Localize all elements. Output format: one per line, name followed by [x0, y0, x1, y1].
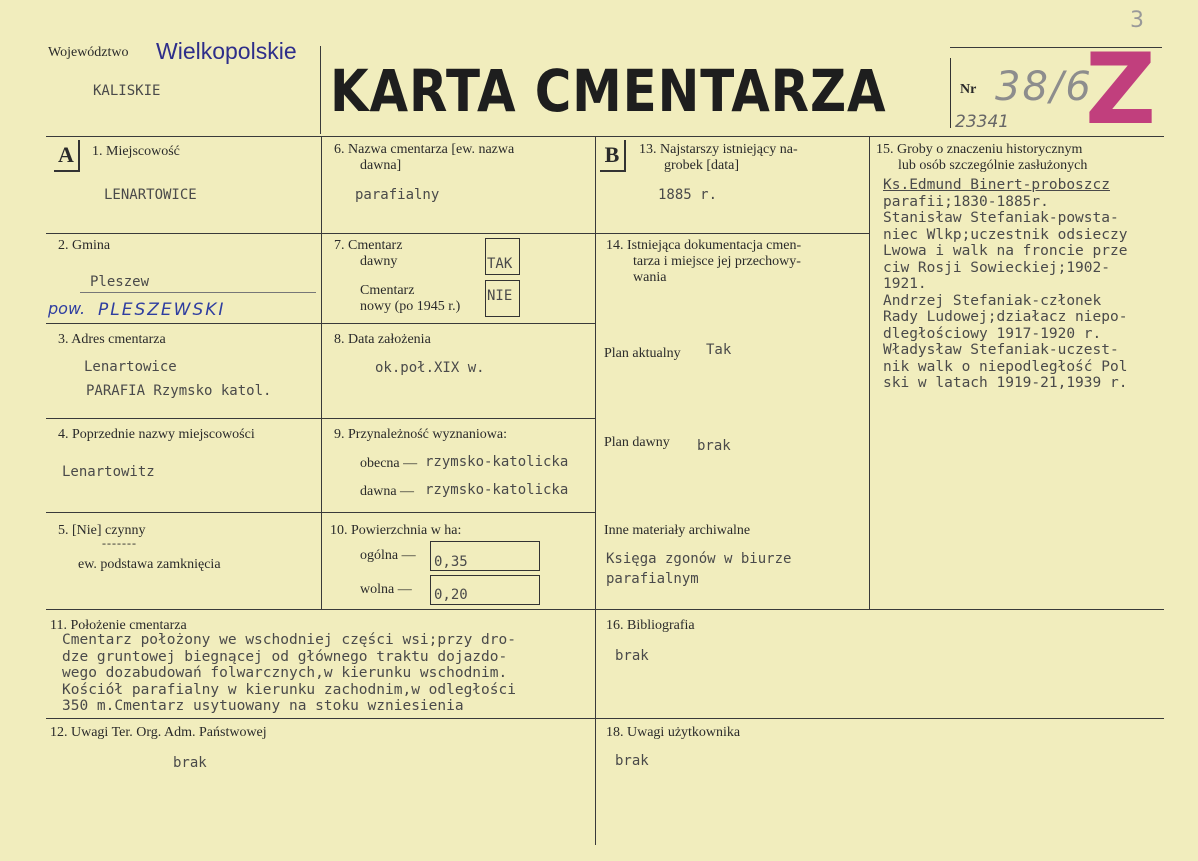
field-12-label: 12. Uwagi Ter. Org. Adm. Państwowej — [50, 725, 267, 740]
field-18-value: brak — [615, 753, 649, 769]
page-title: KARTA CMENTARZA — [330, 57, 887, 125]
grid-row-3 — [46, 323, 595, 324]
plan-dawny-label: Plan dawny — [604, 435, 670, 450]
field-15-line: Lwowa i walk na froncie prze — [883, 243, 1128, 259]
header-divider — [320, 46, 321, 134]
field-10-wolna-label: wolna — — [360, 582, 412, 597]
plan-aktualny-label: Plan aktualny — [604, 346, 681, 361]
field-7-dawny-value: TAK — [487, 256, 513, 272]
field-3-line2: PARAFIA Rzymsko katol. — [86, 383, 272, 399]
section-b-letter: B — [600, 140, 626, 172]
field-2-label: 2. Gmina — [58, 238, 111, 253]
old-region: KALISKIE — [93, 83, 161, 99]
grid-col-3 — [869, 136, 870, 609]
field-11-line: Cmentarz położony we wschodniej części wsi;przy dro- — [62, 632, 516, 648]
field-14-label-2: tarza i miejsce jej przechowy- — [633, 254, 801, 269]
grid-row-2b — [595, 233, 869, 234]
wojewodztwo-label: Województwo — [48, 45, 129, 60]
field-7-label-2: dawny — [360, 254, 398, 269]
grid-row-5 — [46, 512, 595, 513]
nr-sub: 23341 — [955, 112, 1010, 132]
inne-label: Inne materiały archiwalne — [604, 523, 751, 538]
field-11-line: dze gruntowej biegnącej od głównego traktu dojazdo- — [62, 648, 508, 665]
field-7-nowy-value: NIE — [487, 288, 513, 304]
field-2-underline — [80, 292, 316, 293]
wojewodztwo-value: Wielkopolskie — [156, 38, 297, 64]
inne-line-2: parafialnym — [606, 571, 699, 587]
field-9-obecna-label: obecna — — [360, 456, 418, 471]
field-10-label: 10. Powierzchnia w ha: — [330, 523, 462, 538]
field-7-label-3: Cmentarz — [360, 283, 415, 298]
field-1-value: LENARTOWICE — [104, 187, 197, 203]
field-15-label-1: 15. Groby o znaczeniu historycznym — [876, 142, 1083, 157]
field-7-label-1: 7. Cmentarz — [334, 238, 403, 253]
field-16-value: brak — [615, 648, 649, 664]
field-14-label-3: wania — [633, 270, 667, 285]
field-16-label: 16. Bibliografia — [606, 618, 695, 633]
field-15-line: ciw Rosji Sowieckiej;1902- — [883, 259, 1110, 276]
field-14-label-1: 14. Istniejąca dokumentacja cmen- — [606, 238, 802, 253]
field-6-value: parafialny — [355, 187, 440, 203]
field-10-ogolna-label: ogólna — — [360, 548, 416, 563]
field-13-label-2: grobek [data] — [664, 158, 740, 173]
field-13-value: 1885 r. — [658, 187, 718, 203]
field-2-value: Pleszew — [90, 274, 150, 290]
field-3-label: 3. Adres cmentarza — [58, 332, 166, 347]
field-15-label-2: lub osób szczególnie zasłużonych — [898, 158, 1088, 173]
field-4-value: Lenartowitz — [62, 464, 155, 480]
stamp-z: Z — [1085, 33, 1157, 147]
field-15-line: parafii;1830-1885r. — [883, 193, 1049, 210]
field-2-pow-value: PLESZEWSKI — [98, 300, 226, 320]
grid-row-7 — [46, 718, 1164, 719]
field-15-line: ski w latach 1919-21,1939 r. — [883, 375, 1128, 391]
field-15-line: Stanisław Stefaniak-powsta- — [883, 210, 1119, 226]
field-18-label: 18. Uwagi użytkownika — [606, 725, 741, 740]
field-10-wolna-value: 0,20 — [434, 587, 468, 603]
field-9-dawna-value: rzymsko-katolicka — [425, 482, 569, 498]
grid-col-1 — [321, 136, 322, 609]
field-11-line: Kościół parafialny w kierunku zachodnim,w odległości — [62, 681, 516, 698]
field-3-line1: Lenartowice — [84, 359, 177, 375]
field-15-line: Andrzej Stefaniak-członek — [883, 292, 1102, 309]
field-8-label: 8. Data założenia — [334, 332, 431, 347]
field-15-line: niec Wlkp;uczestnik odsieczy — [883, 226, 1128, 243]
field-11-label: 11. Położenie cmentarza — [50, 618, 187, 633]
field-12-value: brak — [173, 755, 207, 771]
field-11-line: wego dozabudowań folwarcznych,w kierunku wschodnim. — [62, 665, 508, 681]
field-9-dawna-label: dawna — — [360, 484, 415, 499]
field-9-obecna-value: rzymsko-katolicka — [425, 454, 569, 470]
field-15-line: dległościowy 1917-1920 r. — [883, 325, 1102, 342]
field-15-line: Ks.Edmund Binert-proboszcz — [883, 177, 1110, 193]
field-11-line: 350 m.Cmentarz usytuowany na stoku wzniesienia — [62, 698, 464, 714]
corner-mark: 3 — [1130, 8, 1144, 33]
plan-aktualny-value: Tak — [706, 342, 732, 358]
field-13-label-1: 13. Najstarszy istniejący na- — [639, 142, 798, 157]
plan-dawny-value: brak — [697, 438, 731, 454]
nr-value: 38/6 — [995, 64, 1093, 110]
field-2-pow-prefix: pow. — [48, 299, 86, 318]
field-15-line: nik walk o niepodległość Pol — [883, 358, 1128, 375]
field-6-label-2: dawna] — [360, 158, 402, 173]
section-a-letter: A — [54, 140, 80, 172]
field-8-value: ok.poł.XIX w. — [375, 360, 485, 376]
field-15-line: Władysław Stefaniak-uczest- — [883, 342, 1119, 358]
grid-col-2 — [595, 136, 596, 845]
field-10-ogolna-value: 0,35 — [434, 554, 468, 570]
field-9-label: 9. Przynależność wyznaniowa: — [334, 427, 507, 442]
field-5-sub: ew. podstawa zamknięcia — [78, 557, 221, 572]
field-1-label: 1. Miejscowość — [92, 144, 180, 159]
field-15-line: 1921. — [883, 276, 927, 292]
field-15-list — [883, 177, 1165, 392]
field-5-strike: ------- — [102, 536, 137, 550]
field-11-text — [62, 632, 516, 715]
field-7-label-4: nowy (po 1945 r.) — [360, 299, 461, 314]
inne-line-1: Księga zgonów w biurze — [606, 551, 792, 567]
nr-label: Nr — [960, 82, 977, 97]
grid-row-4 — [46, 418, 595, 419]
field-5-label: 5. [Nie] czynny — [58, 523, 146, 538]
grid-row-2 — [46, 233, 595, 234]
field-6-label-1: 6. Nazwa cmentarza [ew. nazwa — [334, 142, 515, 157]
field-4-label: 4. Poprzednie nazwy miejscowości — [58, 427, 255, 442]
field-15-line: Rady Ludowej;działacz niepo- — [883, 309, 1128, 325]
grid-row-6 — [46, 609, 1164, 610]
grid-top-line — [46, 136, 1164, 137]
